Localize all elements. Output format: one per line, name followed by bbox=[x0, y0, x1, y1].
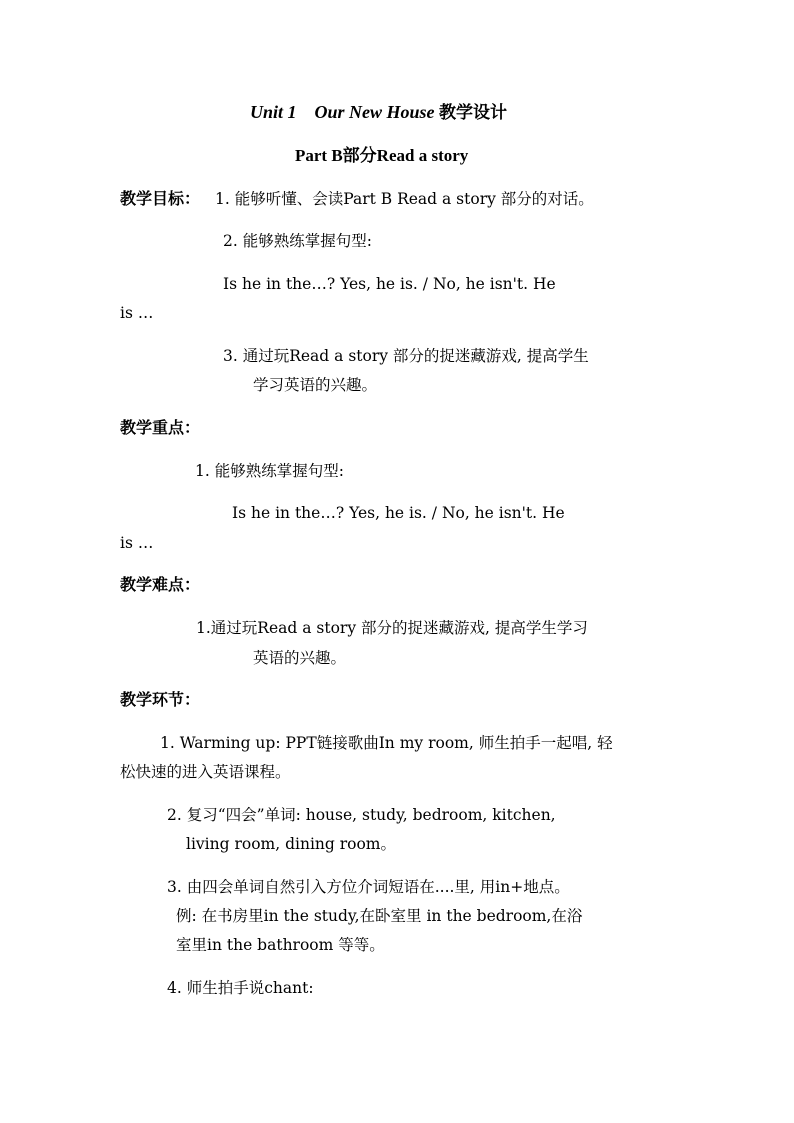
key-points-heading: 教学重点： bbox=[120, 418, 201, 437]
procedure-step-2: 2. 复习“四会”单词: house, study, bedroom, kitchen, bbox=[167, 806, 556, 824]
difficulties-heading: 教学难点： bbox=[120, 575, 201, 594]
objectives-heading: 教学目标： bbox=[120, 189, 201, 208]
procedure-step-3-example: 例: 在书房里in the study,在卧室里 in the bedroom,在浴 bbox=[176, 907, 583, 925]
procedure-step-1: 1. Warming up: PPT链接歌曲In my room, 师生拍手一起唱, 轻 bbox=[160, 734, 613, 752]
title-chinese: 教学设计 bbox=[439, 103, 508, 123]
objective-item-2-pattern-cont: is … bbox=[120, 304, 154, 322]
document-subtitle: Part B部分Read a story bbox=[295, 146, 469, 165]
objective-item-3: 3. 通过玩Read a story 部分的捉迷藏游戏, 提高学生 bbox=[223, 347, 589, 365]
objective-item-1: 1. 能够听懂、会读Part B Read a story 部分的对话。 bbox=[215, 190, 594, 208]
procedure-step-1-cont: 松快速的进入英语课程。 bbox=[120, 763, 291, 781]
procedure-step-3-cont: 室里in the bathroom 等等。 bbox=[176, 936, 385, 954]
objective-item-2-pattern: Is he in the…? Yes, he is. / No, he isn't. He bbox=[223, 275, 556, 293]
procedure-step-2-cont: living room, dining room。 bbox=[186, 835, 397, 853]
procedure-step-4: 4. 师生拍手说chant: bbox=[167, 979, 314, 997]
key-point-pattern-cont: is … bbox=[120, 534, 154, 552]
document-title bbox=[250, 102, 507, 123]
title-english: Unit 1 Our New House bbox=[250, 102, 435, 122]
difficulty-item-1-cont: 英语的兴趣。 bbox=[253, 649, 347, 667]
key-point-pattern: Is he in the…? Yes, he is. / No, he isn't. He bbox=[232, 504, 565, 522]
objective-item-3-cont: 学习英语的兴趣。 bbox=[253, 376, 378, 394]
objective-item-2: 2. 能够熟练掌握句型: bbox=[223, 232, 372, 250]
key-point-item-1: 1. 能够熟练掌握句型: bbox=[195, 462, 344, 480]
procedure-step-3: 3. 由四会单词自然引入方位介词短语在....里, 用in+地点。 bbox=[167, 878, 570, 896]
procedure-heading: 教学环节： bbox=[120, 690, 201, 709]
difficulty-item-1: 1.通过玩Read a story 部分的捉迷藏游戏, 提高学生学习 bbox=[196, 619, 588, 637]
